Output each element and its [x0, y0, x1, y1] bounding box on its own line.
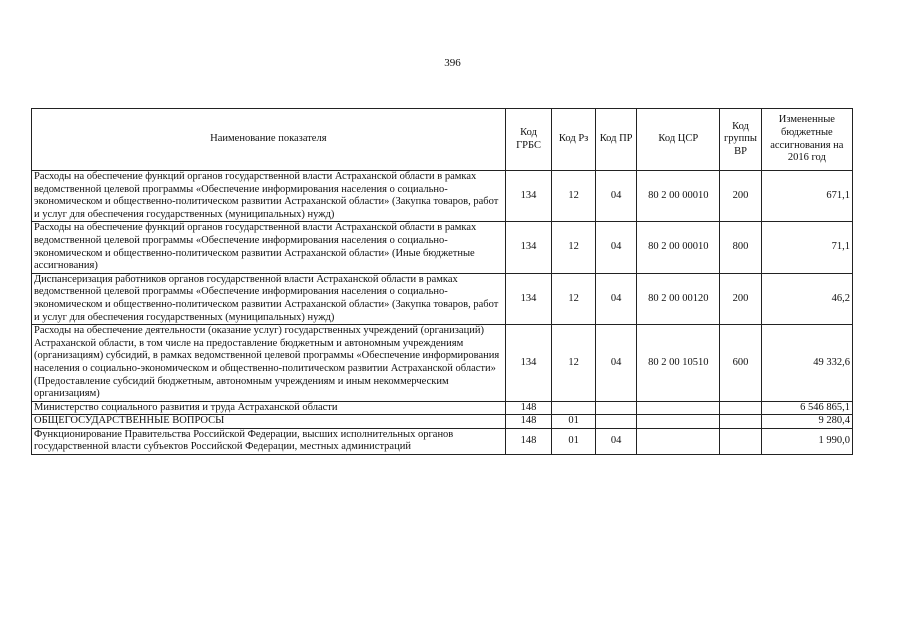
row-name: Функционирование Правительства Российской Федерации, высших исполнительных органов государственной власти субъектов Российской Федерации, местных администраций [32, 428, 506, 454]
row-rz: 12 [552, 171, 596, 222]
row-rz: 12 [552, 273, 596, 324]
row-csr: 80 2 00 00010 [637, 171, 720, 222]
header-pr: Код ПР [595, 109, 636, 171]
row-vr: 200 [720, 171, 761, 222]
table-row [32, 273, 853, 324]
row-vr: 800 [720, 222, 761, 273]
row-grbs: 134 [505, 222, 552, 273]
budget-table [31, 108, 853, 455]
row-pr: 04 [595, 325, 636, 402]
row-pr: 04 [595, 222, 636, 273]
row-rz: 01 [552, 428, 596, 454]
row-vr: 200 [720, 273, 761, 324]
row-name: Расходы на обеспечение функций органов государственной власти Астраханской области в рамках ведомственной целевой программы «Обеспечение информирования населения о социально-экономическом и общественно-политическом развитии Астраханской области» (Закупка товаров, работ и услуг для обеспечения государственных (муниципальных) нужд) [32, 171, 506, 222]
table-row [32, 325, 853, 402]
row-grbs: 134 [505, 171, 552, 222]
row-grbs: 148 [505, 415, 552, 429]
row-rz: 12 [552, 325, 596, 402]
table-row [32, 415, 853, 429]
row-csr: 80 2 00 10510 [637, 325, 720, 402]
row-name: Диспансеризация работников органов государственной власти Астраханской области в рамках ведомственной целевой программы «Обеспечение информирования населения о социально-экономическом и общественно-политическом развитии Астраханской области» (Закупка товаров, работ и услуг для обеспечения государственных (муниципальных) нужд) [32, 273, 506, 324]
row-vr [720, 415, 761, 429]
row-pr: 04 [595, 273, 636, 324]
header-rz: Код Рз [552, 109, 596, 171]
header-vr: Код группы ВР [720, 109, 761, 171]
row-grbs: 134 [505, 273, 552, 324]
row-amount: 6 546 865,1 [761, 401, 852, 415]
row-amount: 71,1 [761, 222, 852, 273]
row-name: Расходы на обеспечение деятельности (оказание услуг) государственных учреждений (организаций) Астраханской области, в том числе на предоставление бюджетным и автономным учреждениям (организациям) субсидий, в рамках ведомственной целевой программы «Обеспечение информирования населения о социально-экономическом и общественно-политическом развитии Астраханской области» (Предоставление субсидий бюджетным, автономным учреждениям и иным некоммерческим организациям) [32, 325, 506, 402]
row-grbs: 134 [505, 325, 552, 402]
row-name: Министерство социального развития и труда Астраханской области [32, 401, 506, 415]
row-pr: 04 [595, 171, 636, 222]
row-csr [637, 428, 720, 454]
row-rz [552, 401, 596, 415]
row-name: ОБЩЕГОСУДАРСТВЕННЫЕ ВОПРОСЫ [32, 415, 506, 429]
row-name: Расходы на обеспечение функций органов государственной власти Астраханской области в рамках ведомственной целевой программы «Обеспечение информирования населения о социально-экономическом и общественно-политическом развитии Астраханской области» (Иные бюджетные ассигнования) [32, 222, 506, 273]
header-name: Наименование показателя [32, 109, 506, 171]
header-grbs: Код ГРБС [505, 109, 552, 171]
row-rz: 01 [552, 415, 596, 429]
page-number: 396 [444, 57, 461, 69]
row-amount: 49 332,6 [761, 325, 852, 402]
row-rz: 12 [552, 222, 596, 273]
header-amount: Измененные бюджетные ассигнования на 2016 год [761, 109, 852, 171]
row-csr [637, 415, 720, 429]
row-amount: 671,1 [761, 171, 852, 222]
row-amount: 46,2 [761, 273, 852, 324]
row-amount: 1 990,0 [761, 428, 852, 454]
header-csr: Код ЦСР [637, 109, 720, 171]
row-grbs: 148 [505, 401, 552, 415]
table-row [32, 222, 853, 273]
header-row [32, 109, 853, 171]
table-row [32, 171, 853, 222]
row-pr [595, 401, 636, 415]
table-row [32, 428, 853, 454]
row-vr [720, 428, 761, 454]
row-pr [595, 415, 636, 429]
table-row [32, 401, 853, 415]
row-csr [637, 401, 720, 415]
row-grbs: 148 [505, 428, 552, 454]
row-csr: 80 2 00 00120 [637, 273, 720, 324]
row-csr: 80 2 00 00010 [637, 222, 720, 273]
row-amount: 9 280,4 [761, 415, 852, 429]
row-vr: 600 [720, 325, 761, 402]
row-vr [720, 401, 761, 415]
row-pr: 04 [595, 428, 636, 454]
